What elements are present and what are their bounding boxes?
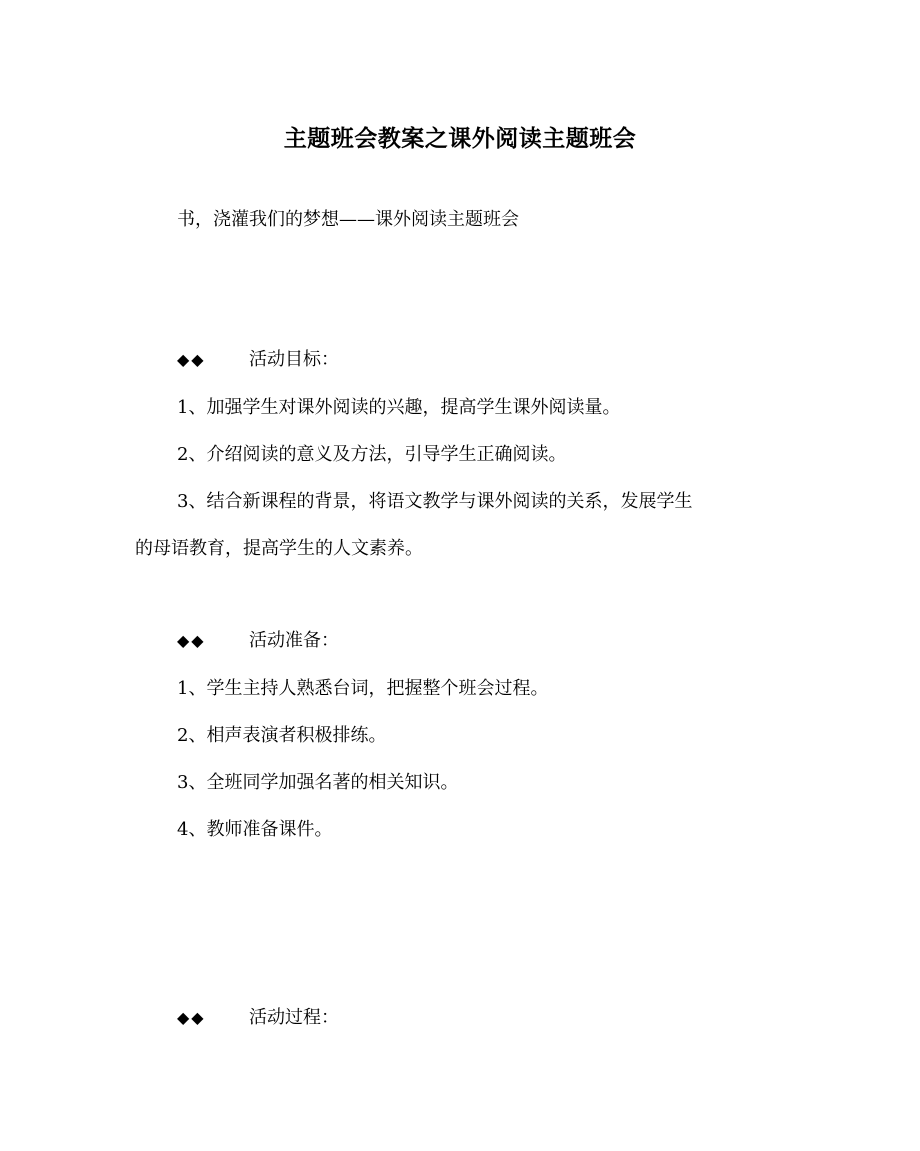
- diamond-bullet-icon: ◆◆: [177, 631, 206, 650]
- document-title: 主题班会教案之课外阅读主题班会: [283, 125, 637, 152]
- section-heading-label: 活动目标：: [249, 349, 339, 370]
- list-item: 1、学生主持人熟悉台词，把握整个班会过程。: [177, 678, 549, 699]
- list-item: 3、全班同学加强名著的相关知识。: [177, 772, 459, 793]
- section-heading-label: 活动过程：: [249, 1007, 339, 1028]
- diamond-bullet-icon: ◆◆: [177, 350, 206, 369]
- diamond-bullet-icon: ◆◆: [177, 1008, 206, 1027]
- section-heading-process: [177, 1006, 339, 1030]
- list-item: 2、介绍阅读的意义及方法，引导学生正确阅读。: [177, 444, 567, 465]
- list-item: 4、教师准备课件。: [177, 819, 333, 840]
- section-heading-preparation: [177, 629, 339, 653]
- list-item: 3、结合新课程的背景，将语文教学与课外阅读的关系，发展学生: [177, 491, 693, 512]
- section-heading-label: 活动准备：: [249, 630, 339, 651]
- list-item-continuation: 的母语教育，提高学生的人文素养。: [135, 538, 423, 559]
- document-subtitle: 书，浇灌我们的梦想——课外阅读主题班会: [177, 209, 519, 230]
- list-item: 2、相声表演者积极排练。: [177, 725, 387, 746]
- list-item: 1、加强学生对课外阅读的兴趣，提高学生课外阅读量。: [177, 397, 621, 418]
- section-heading-goals: [177, 348, 339, 372]
